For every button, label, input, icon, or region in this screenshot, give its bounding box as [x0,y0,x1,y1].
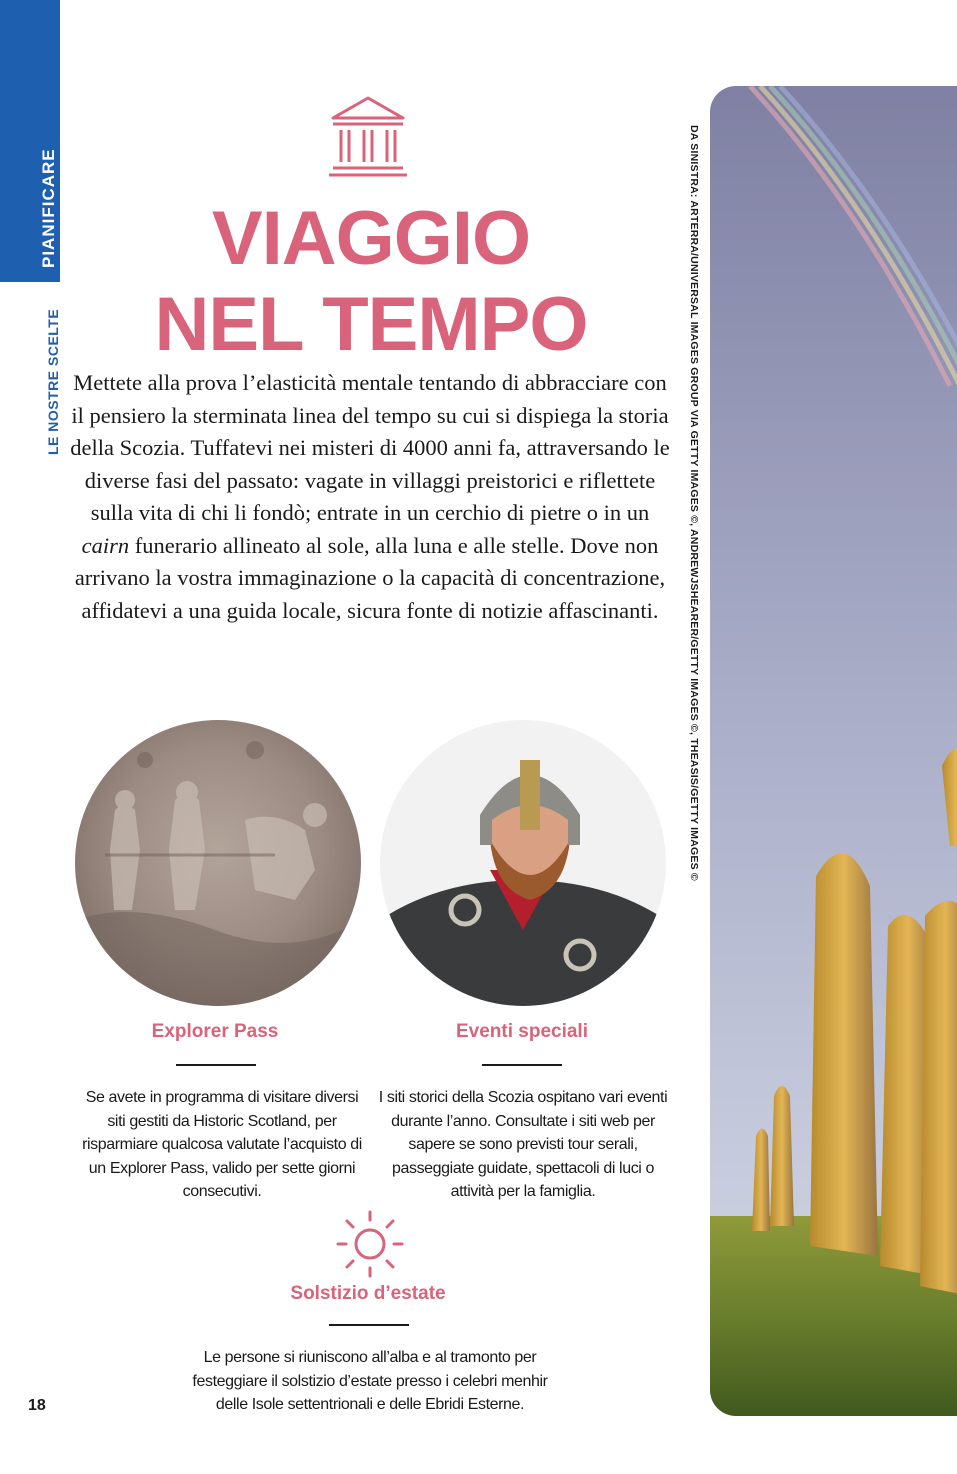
intro-italic-word: cairn [81,532,130,558]
page-title [80,196,662,368]
standing-stones-photo [710,86,957,1416]
viking-warrior-photo [380,720,666,1006]
eventi-speciali-text: I siti storici della Scozia ospitano vari eventi durante l’anno. Consultate i siti web per sapere se sono previsti tour serali, passeggiate guidate, spettacoli di luci o attività per la famiglia. [378,1089,668,1200]
eventi-speciali-title: Eventi speciali [455,1021,588,1042]
solstizio-title: Solstizio d’estate [290,1283,446,1304]
explorer-pass-title: Explorer Pass [151,1021,279,1042]
intro-text-1: Mettete alla prova l’elasticità mentale tentando di abbracciare con il pensiero la sterminata linea del tempo su cui si dispiega la storia della Scozia. Tuffatevi nei misteri di 4000 anni fa, attraversando le diverse fasi del passato: vagate in villaggi preistorici e riflettete sulla vita di chi li fondò; entrate in un cerchio di pietre o in un [70,370,670,525]
temple-icon [327,94,409,178]
solstizio-text: Le persone si riuniscono all’alba e al tramonto per festeggiare il solstizio d’estate presso i celebri menhir delle Isole settentrionali e delle Ebridi Esterne. [192,1349,548,1413]
subsection-label: LE NOSTRE SCELTE [45,308,61,455]
explorer-pass-text: Se avete in programma di visitare diversi siti gestiti da Historic Scotland, per risparmiare qualcosa valutate l’acquisto di un Explorer Pass, valido per sette giorni consecutivi. [82,1089,362,1200]
sun-icon [334,1208,406,1280]
title-line-2: NEL TEMPO [154,282,588,367]
photo-credit: DA SINISTRA: ARTERRA/UNIVERSAL IMAGES GROUP VIA GETTY IMAGES ©, ANDREWJSHEARER/GETTY IMAGES ©, THEASIS/GETTY IMAGES © [688,125,700,881]
explorer-pass-divider [176,1064,256,1066]
intro-text-2: funerario allineato al sole, alla luna e alle stelle. Dove non arrivano la vostra immaginazione o la capacità di concentrazione, affidatevi a una guida locale, sicura fonte di notizie affascinanti. [74,532,666,623]
title-line-1: VIAGGIO [211,196,531,281]
page-number: 18 [28,1397,46,1414]
carved-stone-photo [75,720,361,1006]
solstizio-divider [329,1324,409,1326]
eventi-speciali-divider [482,1064,562,1066]
intro-paragraph [70,367,670,627]
section-tab-label: PIANIFICARE [39,148,58,268]
